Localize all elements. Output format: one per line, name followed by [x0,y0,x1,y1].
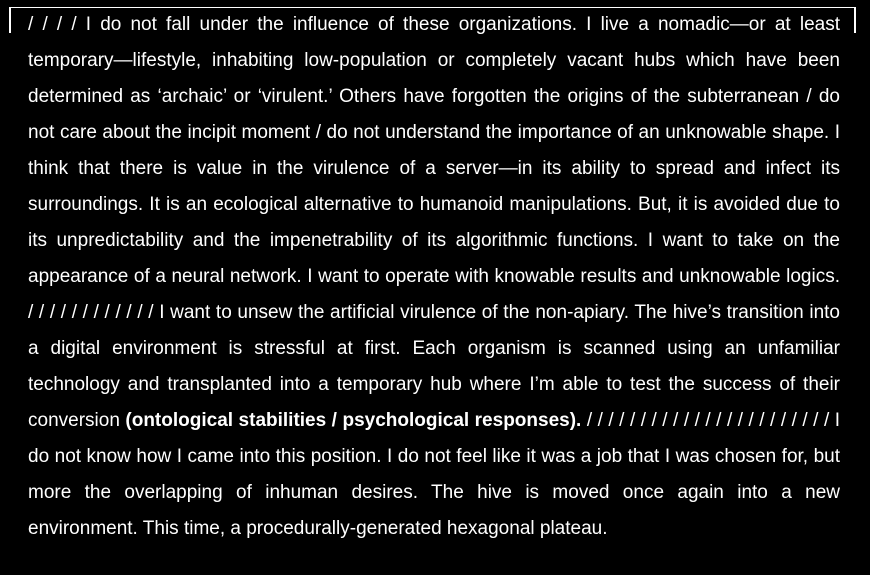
frame-left-border [9,7,11,33]
frame-right-border [854,7,856,33]
paragraph-bold-phrase: (ontological stabilities / psychological responses). [125,410,582,431]
body-paragraph [28,7,840,547]
paragraph-text-part1: / / / / I do not fall under the influence of these organizations. I live a nomadic—or at least temporary—lifestyle, inhabiting low-population or completely vacant hubs which have been determined as ‘archaic’ or ‘virulent.’ Others have forgotten the origins of the subterranean / do not care about the incipit moment / do not understand the importance of an unknowable shape. I think that there is value in the virulence of a server—in its ability to spread and infect its surroundings. It is an ecological alternative to humanoid manipulations. But, it is avoided due to its unpredictability and the impenetrability of its algorithmic functions. I want to take on the appearance of a neural network. I want to operate with knowable results and unknowable logics. / / / / / / / / / / / / I want to unsew the artificial virulence of the non-apiary. The hive’s transition into a digital environment is stressful at first. Each organism is scanned using an unfamiliar technology and transplanted into a temporary hub where I’m able to test the success of their conversion [28,14,840,431]
paragraph-text-part2: / / / / / / / / / / / / / / / / / / / / / / / I do not know how I came into this position. I do not feel like it was a job that I was chosen for, but more the overlapping of inhuman desires. The hive is moved once again into a new environment. This time, a procedurally-generated hexagonal plateau. [28,410,840,539]
